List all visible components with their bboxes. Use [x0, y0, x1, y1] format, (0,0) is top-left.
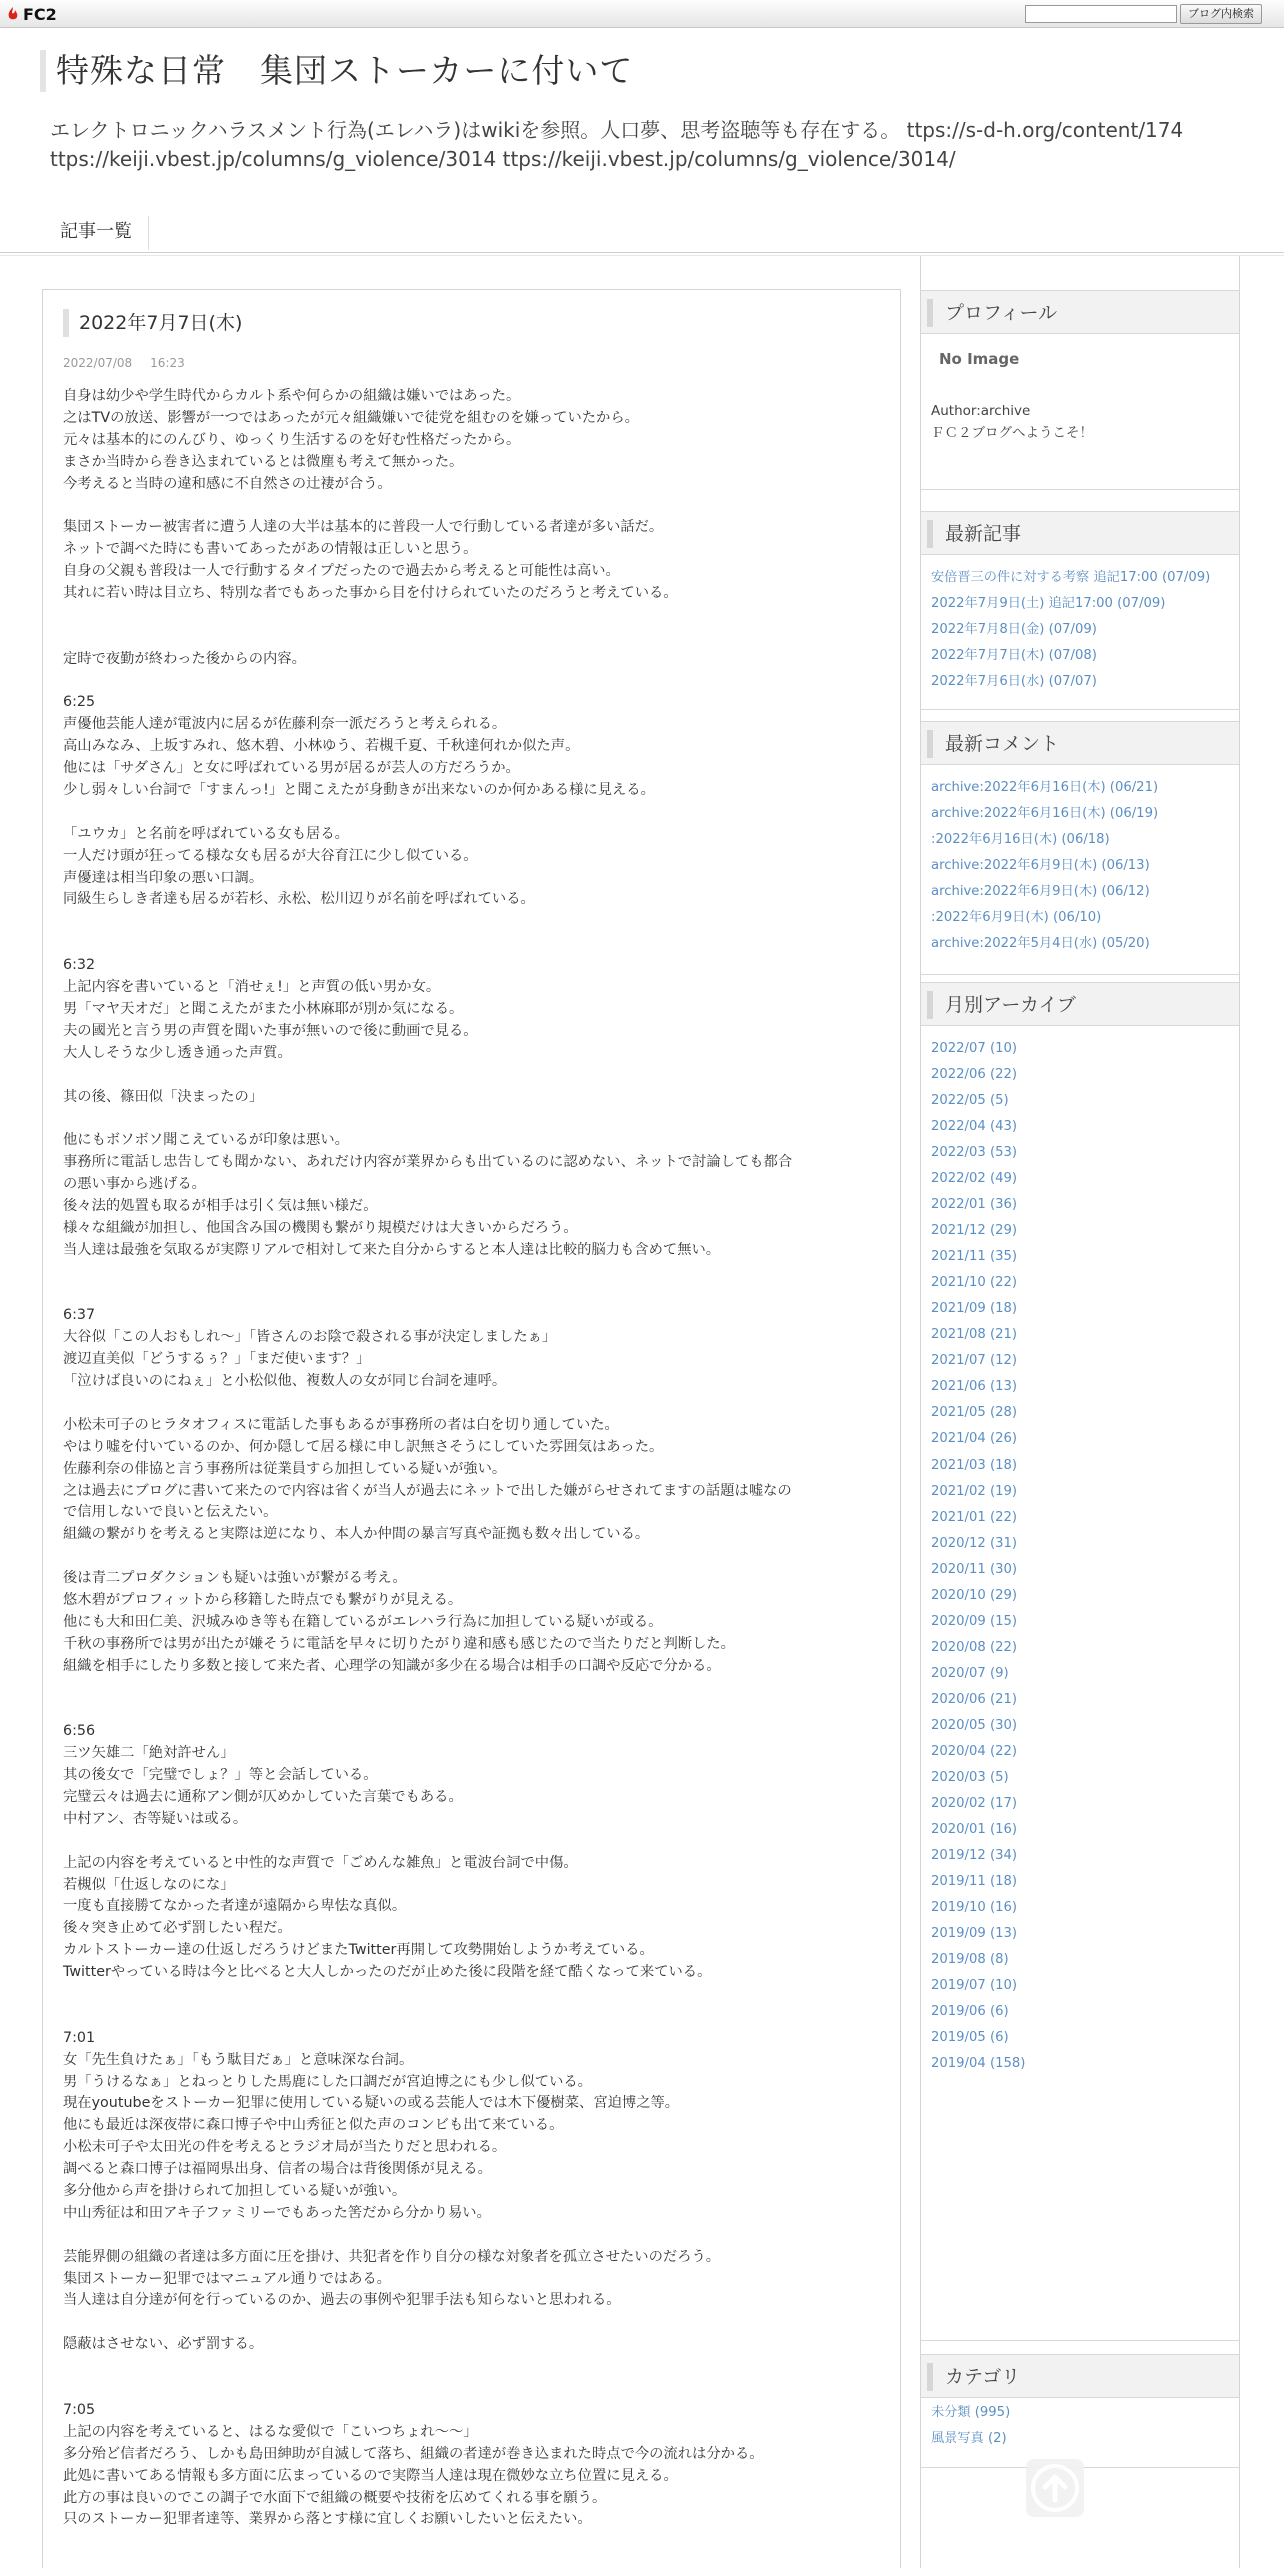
blog-header	[40, 50, 633, 92]
recent-post-link[interactable]: 2022年7月7日(木) (07/08)	[931, 648, 1097, 663]
entry-text-line: 渡辺直美似「どうするぅ？」「まだ使います？」	[63, 1351, 371, 1368]
archive-month-link[interactable]: 2021/07 (12)	[931, 1353, 1018, 1369]
recent-post-link[interactable]: 2022年7月6日(水) (07/07)	[931, 674, 1097, 689]
entry-text-line: 女「先生負けたぁ」「もう駄目だぁ」と意味深な台詞。	[63, 2051, 414, 2068]
archive-month-link[interactable]: 2022/02 (49)	[931, 1171, 1018, 1187]
archive-month-link[interactable]: 2020/01 (16)	[931, 1821, 1018, 1837]
entry-text-line: 6:37	[63, 1307, 96, 1324]
entry-blank-line	[63, 627, 893, 649]
fc2-logo-text: FC2	[23, 4, 57, 24]
recent-posts-title: 最新記事	[945, 523, 1022, 545]
widget-header	[921, 982, 1239, 1026]
entry-text-line: 大谷似「この人おもしれ～」「皆さんのお陰で殺される事が決定しましたぁ」	[63, 1329, 557, 1346]
entry-blank-line	[63, 605, 893, 627]
widget-header-bar	[927, 991, 933, 1019]
archive-title: 月別アーカイブ	[945, 994, 1076, 1016]
archive-month-link[interactable]: 2019/09 (13)	[931, 1926, 1018, 1942]
entry-header	[63, 309, 242, 337]
entry-blank-line	[63, 1284, 893, 1306]
recent-posts-list	[921, 555, 1239, 695]
entry-text-line: 後々法的処置も取るが相手は引く気は無い様だ。	[63, 1197, 378, 1214]
recent-comments-title: 最新コメント	[945, 733, 1060, 755]
entry-text-line: 中村アン、杏等疑いは或る。	[63, 1810, 248, 1827]
widget-header-bar	[927, 730, 933, 758]
arrow-up-icon	[1026, 2459, 1084, 2517]
entry-text-line: 後は青二プロダクションも疑いは強いが繋がる考え。	[63, 1570, 407, 1587]
blog-search-input[interactable]	[1025, 5, 1177, 23]
archive-month-link[interactable]: 2019/07 (10)	[931, 1978, 1018, 1994]
entry-text-line: 多分殆ど信者だろう、しかも島田紳助が自滅して落ち、組織の者達が巻き込まれた時点で今の流れは分かる。	[63, 2445, 764, 2462]
widget-divider	[921, 709, 1239, 710]
widget-header	[921, 511, 1239, 555]
category-widget	[921, 2354, 1239, 2469]
archive-month-link[interactable]: 2020/02 (17)	[931, 1795, 1018, 1811]
archive-month-link[interactable]: 2021/01 (22)	[931, 1509, 1018, 1525]
archive-widget	[921, 982, 1239, 2342]
entry-text-line: 少し弱々しい台詞で「すまんっ!」と聞こえたが身動きが出来ないのか何かある様に見える。	[63, 782, 655, 799]
entry-blank-line	[63, 933, 893, 955]
blog-description-line: エレクトロニックハラスメント行為(エレハラ)はwikiを参照。人口夢、思考盗聴等も存在する。 ttps://s-d-h.org/content/174	[50, 118, 1184, 142]
archive-month-link[interactable]: 2020/07 (9)	[931, 1665, 1009, 1681]
entry-text-line: 7:01	[63, 2029, 96, 2046]
global-nav	[44, 216, 149, 250]
entry-text-line: 千秋の事務所では男が出たが嫌そうに電話を早々に切りたがり違和感も感じたので当たりだと判断した。	[63, 1635, 735, 1652]
widget-divider	[921, 974, 1239, 975]
archive-month-link[interactable]: 2022/01 (36)	[931, 1197, 1018, 1213]
recent-post-link[interactable]: 安倍晋三の件に対する考察 追記17:00 (07/09)	[931, 570, 1211, 585]
entry-text-line: 「泣けば良いのにねぇ」と小松似他、複数人の女が同じ台詞を連呼。	[63, 1373, 507, 1390]
entry-blank-line	[63, 1984, 893, 2006]
archive-month-link[interactable]: 2021/04 (26)	[931, 1431, 1018, 1447]
entry-text-line: 上記の内容を考えていると中性的な声質で「ごめんな雑魚」と電波台詞で中傷。	[63, 1854, 578, 1871]
entry-text-line: ネットで調べた時にも書いてあったがあの情報は正しいと思う。	[63, 541, 478, 558]
entry-meta	[63, 356, 185, 370]
entry-text-line: 隠蔽はさせない、必ず罰する。	[63, 2336, 264, 2353]
entry-text-line: 小松未可子のヒラタオフィスに電話した事もあるが事務所の者は白を切り通していた。	[63, 1416, 619, 1433]
entry-text-line: 同級生らしき者達も居るが若杉、永松、松川辺りが名前を呼ばれている。	[63, 891, 535, 908]
archive-month-link[interactable]: 2022/03 (53)	[931, 1145, 1018, 1161]
entry-text-line: 之は過去にブログに書いて来たので内容は省くが当人が過去にネットで出した嫌がらせされてますの話題は嘘なの	[63, 1482, 792, 1499]
entry-text-line: 声優達は相当印象の悪い口調。	[63, 869, 264, 886]
archive-month-link[interactable]: 2019/10 (16)	[931, 1900, 1018, 1916]
entry-text-line: の悪い事から逃げる。	[63, 1176, 206, 1193]
entry-text-line: まさか当時から巻き込まれているとは微塵も考えて無かった。	[63, 453, 464, 470]
entry-blank-line	[63, 1108, 893, 1130]
archive-month-link[interactable]: 2020/03 (5)	[931, 1769, 1009, 1785]
recent-comment-link[interactable]: :2022年6月16日(木) (06/18)	[931, 832, 1110, 847]
entry-date: 2022/07/08	[63, 356, 133, 370]
archive-month-link[interactable]: 2020/09 (15)	[931, 1613, 1018, 1629]
entry-text-line: 高山みなみ、上坂すみれ、悠木碧、小林ゆう、若槻千夏、千秋達何れか似た声。	[63, 738, 580, 755]
entry-text-line: 「ユウカ」と名前を呼ばれている女も居る。	[63, 825, 349, 842]
entry-title[interactable]: 2022年7月7日(木)	[79, 312, 243, 334]
category-title: カテゴリ	[945, 2366, 1021, 2388]
nav-item-article-list[interactable]: 記事一覧	[44, 216, 149, 250]
entry-text-line: 小松未可子や太田光の件を考えるとラジオ局が当たりだと思われる。	[63, 2139, 507, 2156]
archive-month-link[interactable]: 2022/05 (5)	[931, 1093, 1009, 1109]
widget-divider	[921, 489, 1239, 490]
archive-month-link[interactable]: 2021/05 (28)	[931, 1405, 1018, 1421]
entry-text-line: 他には「サダさん」と女に呼ばれている男が居るが芸人の方だろうか。	[63, 760, 520, 777]
entry-text-line: 多分他から声を掛けられて加担している疑いが強い。	[63, 2183, 407, 2200]
profile-avatar-placeholder: No Image	[939, 350, 1020, 368]
entry-blank-line	[63, 802, 893, 824]
recent-comment-link[interactable]: archive:2022年6月16日(木) (06/21)	[931, 780, 1159, 795]
entry-text-line: 自身は幼少や学生時代からカルト系や何らかの組織は嫌いではあった。	[63, 388, 521, 404]
recent-comment-link[interactable]: archive:2022年6月9日(木) (06/12)	[931, 884, 1150, 899]
archive-month-link[interactable]: 2022/07 (10)	[931, 1041, 1018, 1056]
entry-text-line: 当人達は自分達が何を行っているのか、過去の事例や犯罪手法も知らないと思われる。	[63, 2292, 621, 2309]
sidebar	[920, 256, 1240, 2568]
widget-header-bar	[927, 520, 933, 548]
archive-month-link[interactable]: 2020/06 (21)	[931, 1691, 1018, 1707]
page-top-button[interactable]	[1026, 2459, 1084, 2517]
entry-text-line: 悠木碧がプロフィットから移籍した時点でも繋がりが見える。	[63, 1591, 463, 1608]
archive-list	[921, 1026, 1239, 2077]
entry-blank-line	[63, 1699, 893, 1721]
recent-comments-list	[921, 765, 1239, 957]
entry-text-line: 佐藤利奈の俳協と言う事務所は従業員すら加担している疑いが強い。	[63, 1460, 507, 1477]
entry-text-line: 上記内容を書いていると「消せぇ!」と声質の低い男か女。	[63, 979, 441, 996]
archive-month-link[interactable]: 2019/08 (8)	[931, 1952, 1009, 1968]
entry-text-line: 当人達は最強を気取るが実際リアルで相対して来た自分からすると本人達は比較的脳力も含めて無い。	[63, 1241, 721, 1258]
entry-text-line: 之はTVの放送、影響が一つではあったが元々組織嫌いで徒党を組むのを嫌っていたから。	[63, 409, 639, 426]
entry-text-line: やはり嘘を付いているのか、何か隠して居る様に申し訳無さそうにしていた雰囲気はあった。	[63, 1438, 664, 1455]
entry-text-line: 現在youtubeをストーカー犯罪に使用している疑いの或る芸能人では木下優樹菜、宮迫博之等。	[63, 2095, 680, 2112]
entry-blank-line	[63, 2356, 893, 2378]
entry-text-line: 此処に書いてある情報も多方面に広まっているので実際当人達は現在微妙な立ち位置に見える。	[63, 2467, 678, 2484]
archive-month-link[interactable]: 2020/04 (22)	[931, 1743, 1018, 1759]
archive-month-link[interactable]: 2020/05 (30)	[931, 1717, 1018, 1733]
entry-text-line: 芸能界側の組織の者達は多方面に圧を掛け、共犯者を作り自分の様な対象者を孤立させたいのだろう。	[63, 2248, 721, 2265]
archive-month-link[interactable]: 2021/11 (35)	[931, 1249, 1018, 1265]
profile-welcome: ＦＣ２ブログへようこそ！	[931, 425, 1093, 441]
category-link[interactable]: 風景写真 (2)	[931, 2431, 1007, 2446]
entry-text-line: 6:32	[63, 957, 96, 974]
widget-header	[921, 290, 1239, 334]
entry-text-line: 大人しそうな少し透き通った声質。	[63, 1044, 292, 1061]
entry-blank-line	[63, 495, 893, 517]
entry-text-line: 定時で夜勤が終わった後からの内容。	[63, 650, 306, 667]
entry-text-line: 此方の事は良いのでこの調子で水面下で組織の概要や技術を広めてくれる事を願う。	[63, 2489, 607, 2506]
archive-month-link[interactable]: 2019/04 (158)	[931, 2056, 1026, 2072]
widget-divider	[921, 2340, 1239, 2341]
entry-text-line: 組織の繋がりを考えると実際は逆になり、本人か仲間の暴言写真や証拠も数々出している。	[63, 1526, 650, 1543]
entry-text-line: 集団ストーカー犯罪ではマニュアル通りではある。	[63, 2270, 391, 2287]
archive-month-link[interactable]: 2022/04 (43)	[931, 1119, 1018, 1135]
entry-text-line: カルトストーカー達の仕返しだろうけどまたTwitter再開して攻勢開始しようか考えている。	[63, 1942, 654, 1959]
archive-month-link[interactable]: 2020/11 (30)	[931, 1561, 1018, 1577]
entry-text-line: 組織を相手にしたり多数と接して来た者、心理学の知識が多少在る場合は相手の口調や反応で分かる。	[63, 1657, 721, 1674]
widget-header	[921, 2354, 1239, 2398]
entry-text-line: 男「マヤ天オだ」と聞こえたがまた小林麻耶が別か気になる。	[63, 1000, 464, 1017]
entry-blank-line	[63, 1262, 893, 1284]
recent-posts-widget	[921, 511, 1239, 711]
recent-comment-link[interactable]: archive:2022年5月4日(水) (05/20)	[931, 936, 1150, 951]
entry-text-line: 元々は基本的にのんびり、ゆっくり生活するのを好む性格だったから。	[63, 431, 521, 448]
entry-text-line: 只のストーカー犯罪者達等、業界から落とす様に宜しくお願いしたいと伝えたい。	[63, 2511, 592, 2528]
entry-blank-line	[63, 1831, 893, 1853]
archive-month-link[interactable]: 2020/10 (29)	[931, 1587, 1018, 1603]
entry-text-line: 他にもボソボソ聞こえているが印象は悪い。	[63, 1132, 349, 1149]
recent-post-link[interactable]: 2022年7月9日(土) 追記17:00 (07/09)	[931, 596, 1166, 611]
entry-blank-line	[63, 671, 893, 693]
fc2-toolbar	[0, 0, 1284, 28]
widget-header-bar	[927, 2363, 933, 2391]
entry-text-line: 若槻似「仕返しなのにな」	[63, 1876, 235, 1893]
entry-text-line: 男「うけるなぁ」とねっとりした馬鹿にした口調だが宮迫博之にも少し似ている。	[63, 2073, 592, 2090]
archive-month-link[interactable]: 2019/05 (6)	[931, 2030, 1009, 2046]
archive-month-link[interactable]: 2019/11 (18)	[931, 1874, 1018, 1889]
entry-text-line: 声優他芸能人達が電波内に居るが佐藤利奈一派だろうと考えられる。	[63, 716, 507, 733]
entry-text-line: 夫の國光と言う男の声質を聞いた事が無いので後に動画で見る。	[63, 1022, 478, 1039]
entry-blank-line	[63, 1546, 893, 1568]
entry-text-line: 其の後、篠田似「決まったの」	[63, 1088, 264, 1105]
entry-text-line: 完璧云々は過去に通称アン側が仄めかしていた言葉でもある。	[63, 1789, 463, 1805]
archive-month-link[interactable]: 2019/12 (34)	[931, 1847, 1018, 1863]
widget-header	[921, 721, 1239, 765]
entry-text-line: 他にも最近は深夜帯に森口博子や中山秀征と似た声のコンビも出て来ている。	[63, 2117, 564, 2134]
blog-description-line: ttps://keiji.vbest.jp/columns/g_violence/3014 ttps://keiji.vbest.jp/columns/g_violence/3014/	[50, 147, 956, 171]
entry-text-line: 自身の父親も普段は一人で行動するタイプだったので過去から考えると可能性は高い。	[63, 563, 620, 580]
entry-body	[63, 386, 893, 2531]
category-list	[921, 2398, 1239, 2452]
entry-text-line: 其れに若い時は目立ち、特別な者でもあった事から目を付けられていたのだろうと考えている。	[63, 585, 678, 602]
category-link[interactable]: 未分類 (995)	[931, 2405, 1011, 2420]
entry-blank-line	[63, 1065, 893, 1087]
blog-title[interactable]: 特殊な日常 集団ストーカーに付いて	[56, 51, 634, 90]
entry-text-line: 一人だけ頭が狂ってる様な女も居るが大谷育江に少し似ている。	[63, 847, 478, 864]
entry-blank-line	[63, 911, 893, 933]
entry-blank-line	[63, 2225, 893, 2247]
entry-text-line: 様々な組織が加担し、他国含み国の機関も繋がり規模だけは大きいからだろう。	[63, 1219, 578, 1236]
archive-month-link[interactable]: 2019/06 (6)	[931, 2004, 1009, 2020]
archive-month-link[interactable]: 2021/06 (13)	[931, 1379, 1018, 1395]
archive-month-link[interactable]: 2021/02 (19)	[931, 1483, 1018, 1499]
widget-header-bar	[927, 299, 933, 327]
blog-description	[50, 116, 1270, 174]
entry-text-line: 三ツ矢雄二「絶対許せん」	[63, 1745, 235, 1762]
entry-blank-line	[63, 1678, 893, 1700]
archive-month-link[interactable]: 2021/09 (18)	[931, 1301, 1018, 1317]
archive-month-link[interactable]: 2021/08 (21)	[931, 1327, 1018, 1343]
fc2-logo[interactable]	[6, 4, 57, 24]
entry-text-line: 調べると森口博子は福岡県出身、信者の場合は背後関係が見える。	[63, 2161, 492, 2178]
entry-blank-line	[63, 1393, 893, 1415]
entry-text-line: 一度も直接勝てなかった者達が遠隔から卑怯な真似。	[63, 1898, 407, 1915]
recent-post-link[interactable]: 2022年7月8日(金) (07/09)	[931, 622, 1097, 637]
archive-month-link[interactable]: 2021/03 (18)	[931, 1457, 1018, 1473]
archive-month-link[interactable]: 2020/08 (22)	[931, 1639, 1018, 1655]
archive-month-link[interactable]: 2021/10 (22)	[931, 1275, 1018, 1291]
blog-search-button[interactable]: ブログ内検索	[1180, 4, 1262, 24]
entry-text-line: Twitterやっている時は今と比べると大人しかったのだが止めた後に段階を経て酷くなって来ている。	[63, 1964, 712, 1981]
entry-text-line: 7:05	[63, 2401, 96, 2418]
entry-text-line: で信用しないで良いと伝えたい。	[63, 1504, 278, 1521]
entry-text-line: 中山秀征は和田アキ子ファミリーでもあった筈だから分かり易い。	[63, 2204, 491, 2221]
archive-month-link[interactable]: 2022/06 (22)	[931, 1067, 1018, 1083]
entry-blank-line	[63, 2312, 893, 2334]
recent-comment-link[interactable]: :2022年6月9日(木) (06/10)	[931, 910, 1102, 925]
archive-month-link[interactable]: 2020/12 (31)	[931, 1535, 1018, 1551]
recent-comment-link[interactable]: archive:2022年6月16日(木) (06/19)	[931, 806, 1159, 821]
entry-text-line: 今考えると当時の違和感に不自然さの辻褄が合う。	[63, 475, 392, 492]
profile-title: プロフィール	[945, 302, 1058, 324]
archive-month-link[interactable]: 2021/12 (29)	[931, 1223, 1018, 1239]
entry-text-line: 後々突き止めて必ず罰したい程だ。	[63, 1920, 292, 1937]
main-content	[42, 289, 901, 2568]
entry-text-line: 6:56	[63, 1723, 96, 1740]
entry-text-line: 上記の内容を考えていると、はるな愛似で「こいつちょれ～～」	[63, 2423, 478, 2440]
entry-text-line: 事務所に電話し忠告しても聞かない、あれだけ内容が業界からも出ているのに認めない、ネットで討論しても都合	[63, 1154, 793, 1171]
entry-blank-line	[63, 2378, 893, 2400]
entry-time: 16:23	[150, 356, 185, 370]
profile-author: Author:archive	[931, 403, 1031, 419]
fc2-flame-icon	[6, 6, 20, 22]
profile-widget	[921, 290, 1239, 490]
recent-comments-widget	[921, 721, 1239, 976]
entry-text-line: 其の後女で「完璧でしょ？」等と会話している。	[63, 1767, 378, 1784]
recent-comment-link[interactable]: archive:2022年6月9日(木) (06/13)	[931, 858, 1150, 873]
entry-blank-line	[63, 2006, 893, 2028]
entry-text-line: 6:25	[63, 694, 96, 711]
entry-text-line: 集団ストーカー被害者に遭う人達の大半は基本的に普段一人で行動している者達が多い話だ。	[63, 519, 664, 536]
entry-text-line: 他にも大和田仁美、沢城みゆき等も在籍しているがエレハラ行為に加担している疑いが或る。	[63, 1613, 663, 1630]
